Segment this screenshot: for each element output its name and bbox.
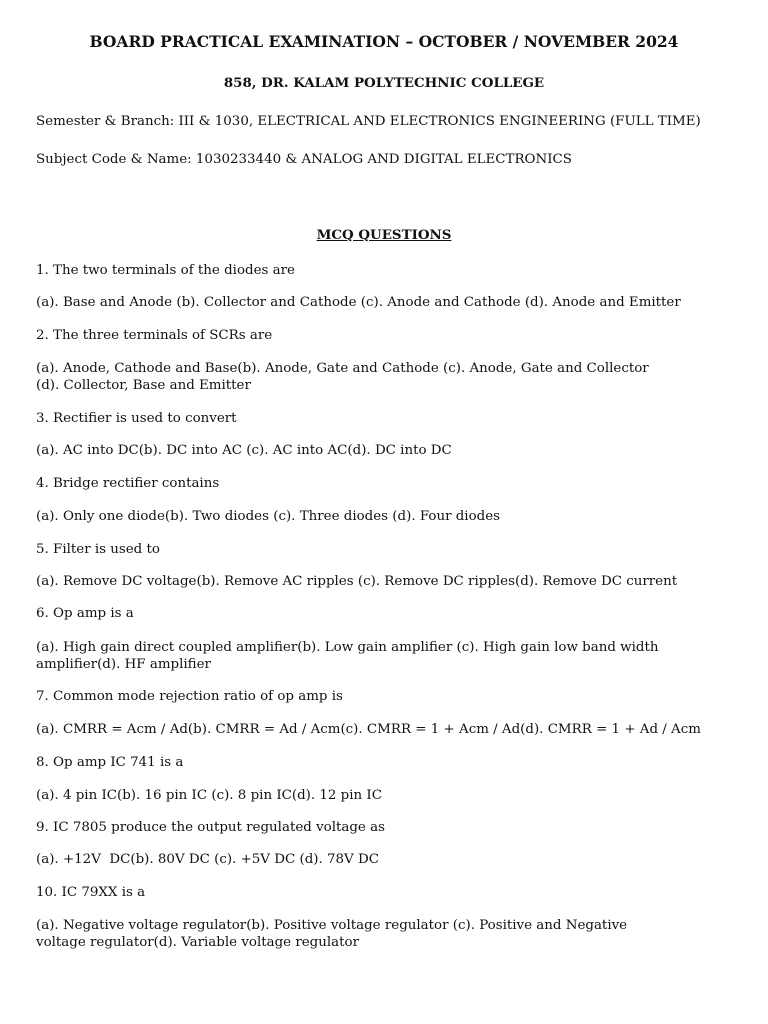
question-text: 7. Common mode rejection ratio of op amp is (36, 689, 343, 704)
question-text: 8. Op amp IC 741 is a (36, 755, 184, 770)
question-text: 2. The three terminals of SCRs are (36, 328, 273, 343)
college-name: 858, DR. KALAM POLYTECHNIC COLLEGE (223, 75, 545, 91)
question-options: (a). CMRR = Acm / Ad(b). CMRR = Ad / Acm(c). CMRR = 1 + Acm / Ad(d). CMRR = 1 + Ad / Acm (36, 722, 701, 737)
question-options: (a). Anode, Cathode and Base(b). Anode, Gate and Cathode (c). Anode, Gate and Collector (d). Collector, Base and Emitter (36, 361, 649, 393)
question-text: 3. Rectifier is used to convert (36, 411, 237, 426)
question-options: (a). +12V DC(b). 80V DC (c). +5V DC (d). 78V DC (36, 852, 379, 867)
question-text: 1. The two terminals of the diodes are (36, 263, 295, 278)
section-heading: MCQ QUESTIONS (316, 227, 452, 243)
page-title: BOARD PRACTICAL EXAMINATION – OCTOBER / NOVEMBER 2024 (89, 32, 679, 51)
question-options: (a). 4 pin IC(b). 16 pin IC (c). 8 pin IC(d). 12 pin IC (36, 788, 382, 803)
question-text: 10. IC 79XX is a (36, 885, 146, 900)
question-options: (a). AC into DC(b). DC into AC (c). AC into AC(d). DC into DC (36, 443, 452, 458)
question-text: 4. Bridge rectifier contains (36, 476, 220, 491)
subject-code-name: Subject Code & Name: 1030233440 & ANALOG AND DIGITAL ELECTRONICS (36, 152, 572, 167)
question-options: (a). High gain direct coupled amplifier(b). Low gain amplifier (c). High gain low band width amplifier(d). HF amplifier (36, 640, 659, 672)
question-options: (a). Base and Anode (b). Collector and Cathode (c). Anode and Cathode (d). Anode and Emitter (36, 295, 681, 310)
question-text: 5. Filter is used to (36, 542, 160, 557)
question-options: (a). Remove DC voltage(b). Remove AC ripples (c). Remove DC ripples(d). Remove DC current (36, 574, 678, 589)
semester-branch: Semester & Branch: III & 1030, ELECTRICAL AND ELECTRONICS ENGINEERING (FULL TIME) (36, 114, 701, 129)
question-options: (a). Negative voltage regulator(b). Positive voltage regulator (c). Positive and Negative voltage regulator(d). Variable voltage regulator (36, 918, 628, 950)
question-options: (a). Only one diode(b). Two diodes (c). Three diodes (d). Four diodes (36, 509, 501, 524)
question-text: 9. IC 7805 produce the output regulated voltage as (36, 820, 385, 835)
question-text: 6. Op amp is a (36, 606, 134, 621)
